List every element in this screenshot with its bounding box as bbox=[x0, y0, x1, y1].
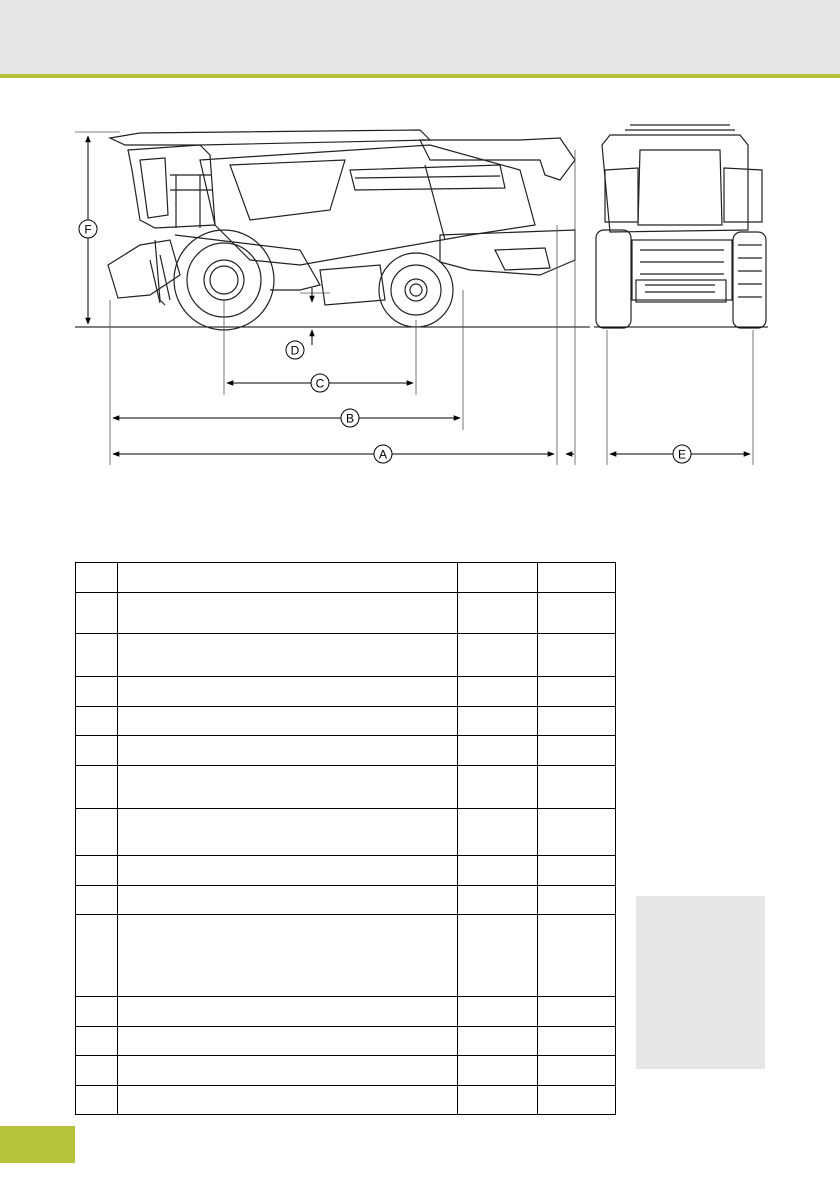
table-row bbox=[76, 766, 616, 809]
table-cell bbox=[458, 856, 538, 886]
table-cell bbox=[76, 736, 118, 766]
dimension-label-d bbox=[286, 341, 304, 359]
table-row bbox=[76, 634, 616, 677]
table-row bbox=[76, 915, 616, 997]
table-cell bbox=[76, 707, 118, 736]
table-cell bbox=[538, 886, 616, 915]
svg-text:C: C bbox=[315, 376, 325, 391]
table-cell bbox=[458, 677, 538, 707]
table-row bbox=[76, 1086, 616, 1115]
table-row bbox=[76, 1027, 616, 1056]
table-row bbox=[76, 707, 616, 736]
svg-text:A: A bbox=[378, 447, 388, 462]
svg-text:B: B bbox=[345, 411, 355, 426]
table-row bbox=[76, 856, 616, 886]
table-cell bbox=[458, 1027, 538, 1056]
table-cell bbox=[458, 563, 538, 593]
svg-text:D: D bbox=[290, 343, 300, 358]
table-cell bbox=[118, 1056, 458, 1086]
table-row bbox=[76, 997, 616, 1027]
table-row bbox=[76, 809, 616, 856]
table-cell bbox=[118, 1027, 458, 1056]
table-cell bbox=[538, 1086, 616, 1115]
table-cell bbox=[76, 1027, 118, 1056]
table-cell bbox=[458, 809, 538, 856]
table-cell bbox=[118, 809, 458, 856]
table-cell bbox=[538, 593, 616, 634]
table-cell bbox=[76, 915, 118, 997]
extension-lines bbox=[75, 132, 753, 465]
table-cell bbox=[538, 1056, 616, 1086]
table-cell bbox=[76, 593, 118, 634]
svg-text:F: F bbox=[84, 222, 92, 237]
table-row bbox=[76, 593, 616, 634]
combine-dimension-drawing bbox=[0, 0, 840, 520]
table-cell bbox=[458, 1086, 538, 1115]
combine-front-view bbox=[594, 125, 768, 328]
dimension-label-e bbox=[673, 445, 691, 463]
table-cell bbox=[76, 677, 118, 707]
table-cell bbox=[538, 856, 616, 886]
table-cell bbox=[458, 766, 538, 809]
table-row bbox=[76, 886, 616, 915]
table-cell bbox=[458, 997, 538, 1027]
combine-side-view bbox=[75, 130, 590, 330]
table-cell bbox=[538, 707, 616, 736]
dimension-label-f bbox=[79, 220, 97, 238]
table-cell bbox=[76, 563, 118, 593]
table-cell bbox=[538, 677, 616, 707]
table-cell bbox=[76, 1086, 118, 1115]
table-cell bbox=[458, 886, 538, 915]
table-cell bbox=[538, 563, 616, 593]
table-cell bbox=[76, 766, 118, 809]
dimension-label-c bbox=[311, 374, 329, 392]
table-cell bbox=[76, 886, 118, 915]
table-cell bbox=[118, 634, 458, 677]
table-cell bbox=[458, 634, 538, 677]
table-cell bbox=[76, 809, 118, 856]
table-cell bbox=[458, 707, 538, 736]
table-cell bbox=[538, 915, 616, 997]
dimension-label-a bbox=[374, 445, 392, 463]
table-cell bbox=[458, 593, 538, 634]
table-cell bbox=[538, 736, 616, 766]
page-number-tab bbox=[0, 1126, 75, 1163]
table-cell bbox=[118, 997, 458, 1027]
table-row bbox=[76, 1056, 616, 1086]
table-row bbox=[76, 563, 616, 593]
table-cell bbox=[118, 915, 458, 997]
table-cell bbox=[538, 766, 616, 809]
table-cell bbox=[118, 563, 458, 593]
table-cell bbox=[118, 593, 458, 634]
table-cell bbox=[538, 997, 616, 1027]
table-cell bbox=[76, 997, 118, 1027]
table-cell bbox=[118, 856, 458, 886]
table-row bbox=[76, 736, 616, 766]
table-cell bbox=[76, 1056, 118, 1086]
table-cell bbox=[538, 634, 616, 677]
table-cell bbox=[458, 736, 538, 766]
table-row bbox=[76, 677, 616, 707]
side-note-panel bbox=[636, 896, 765, 1069]
table-cell bbox=[118, 886, 458, 915]
spec-table bbox=[75, 562, 616, 1115]
table-cell bbox=[76, 856, 118, 886]
dimension-label-b bbox=[341, 409, 359, 427]
table-cell bbox=[118, 707, 458, 736]
table-cell bbox=[458, 915, 538, 997]
table-cell bbox=[118, 736, 458, 766]
svg-text:E: E bbox=[677, 447, 687, 462]
table-cell bbox=[458, 1056, 538, 1086]
table-cell bbox=[538, 809, 616, 856]
table-cell bbox=[538, 1027, 616, 1056]
table-cell bbox=[118, 766, 458, 809]
table-cell bbox=[118, 1086, 458, 1115]
table-cell bbox=[118, 677, 458, 707]
table-cell bbox=[76, 634, 118, 677]
spec-table-body bbox=[76, 563, 616, 1115]
